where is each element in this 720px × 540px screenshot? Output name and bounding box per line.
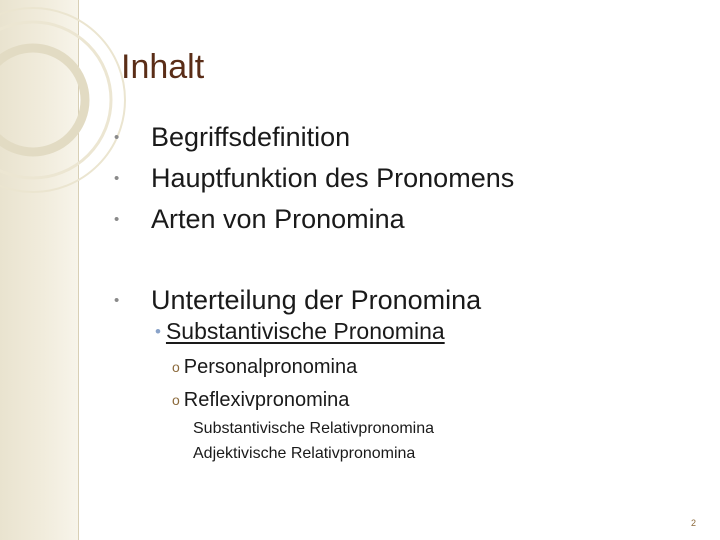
bullet-text: Arten von Pronomina [151, 204, 405, 234]
sub-item-text: Personalpronomina [183, 356, 358, 378]
sub-item-personalpronomina [172, 356, 357, 379]
bullet-dot-icon: • [114, 129, 120, 146]
sub-bullet-dot-icon: • [155, 322, 161, 341]
bullet-text: Unterteilung der Pronomina [151, 285, 482, 315]
bullet-item-arten [114, 199, 674, 240]
main-bullet-list [114, 117, 674, 321]
page-number: 2 [691, 518, 697, 528]
sub-sub-item-adjektivische-relativpronomina: Adjektivische Relativpronomina [193, 445, 416, 462]
bullet-item-begriffsdefinition [114, 117, 674, 158]
subheading-substantivische-pronomina [155, 318, 445, 345]
hollow-circle-bullet-icon: o [172, 392, 180, 408]
hollow-circle-bullet-icon: o [172, 359, 180, 375]
bullet-item-unterteilung [114, 280, 674, 321]
subheading-text: Substantivische Pronomina [165, 318, 445, 344]
slide-title: Inhalt [121, 48, 205, 86]
bullet-dot-icon: • [114, 170, 120, 187]
bullet-dot-icon: • [114, 211, 120, 228]
sub-sub-item-substantivische-relativpronomina: Substantivische Relativpronomina [193, 420, 435, 437]
sub-item-text: Reflexivpronomina [183, 389, 350, 411]
bullet-dot-icon: • [114, 292, 120, 309]
bullet-item-hauptfunktion [114, 158, 674, 199]
bullet-text: Begriffsdefinition [151, 122, 351, 152]
sub-item-reflexivpronomina [172, 389, 349, 412]
bullet-text: Hauptfunktion des Pronomens [151, 163, 515, 193]
